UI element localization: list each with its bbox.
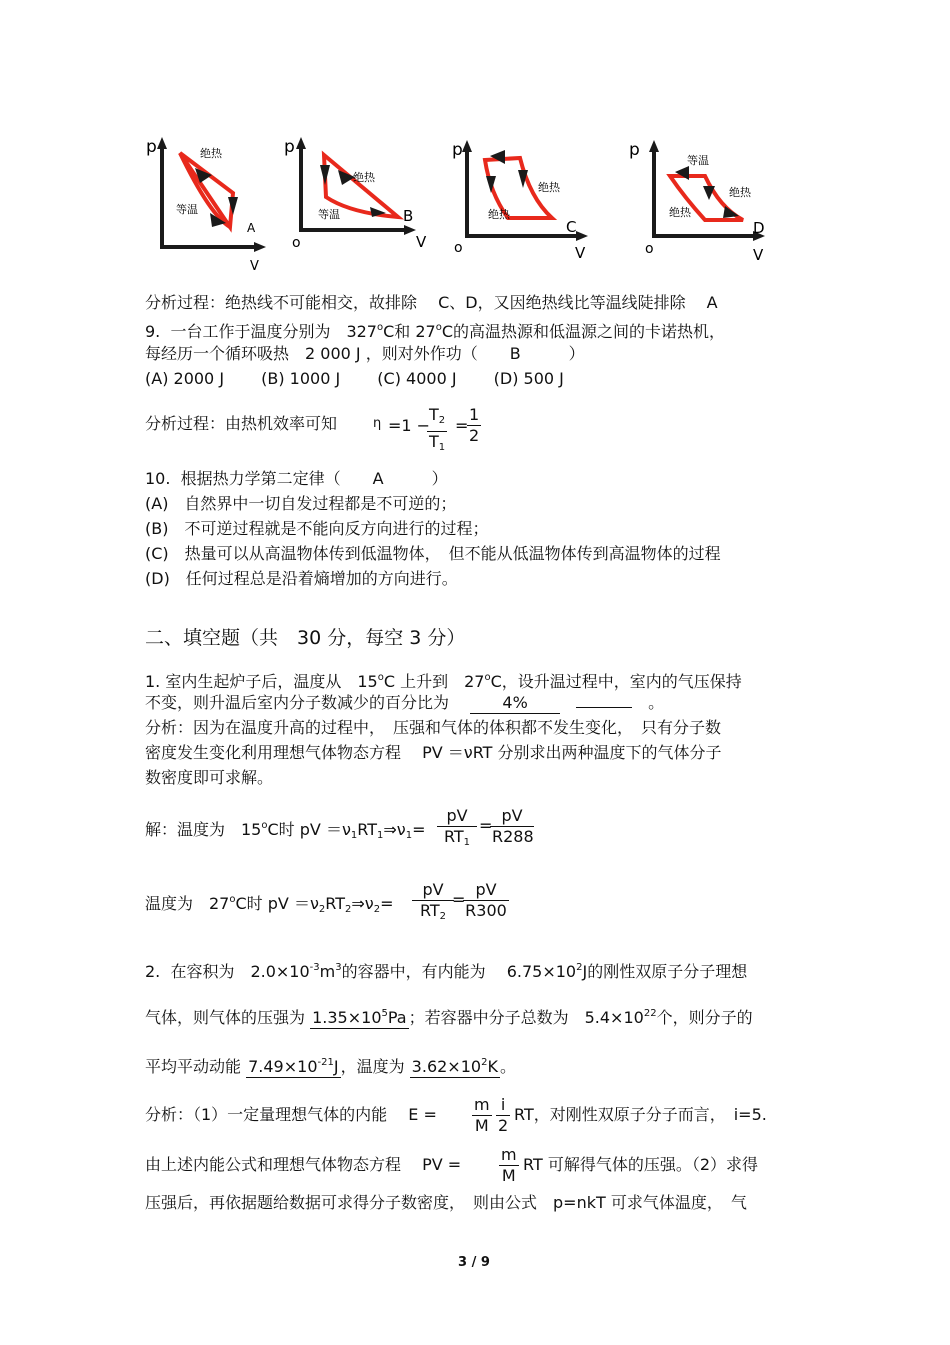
axis-p-label: p (452, 140, 463, 160)
label-isothermal: 等温 (318, 208, 340, 221)
fraction-t2-t1: $\frac{T_2}{T_1}$ (429, 405, 446, 453)
axis-v-label: V (575, 244, 586, 262)
axis-p-label: p (629, 140, 640, 160)
eq-sign: = (455, 416, 469, 435)
pv-diagram-a (140, 135, 270, 275)
label-isothermal: 等温 (176, 203, 198, 216)
f2-stem-3: 平均平动动能 $7.49\times 10^{-21}J$ ，温度为 $3.62\times 10^2K$ 。 (145, 1053, 516, 1078)
q9-stem: 9. 一台工作于温度分别为 327$^o$C和 27$^o$C的高温热源和低温源之间的卡诺热机， (145, 322, 726, 341)
f2-analysis-2a: 由上述内能公式和理想气体物态方程 PV = (145, 1155, 462, 1174)
label-adiabatic: 绝热 (353, 171, 375, 184)
fraction-pv-r300: $\frac{pV}{R300}$ (463, 880, 509, 921)
pv-diagram-b (280, 135, 430, 260)
diagram-letter: D (753, 219, 765, 237)
f2-analysis-3: 压强后，再依据题给数据可求得分子数密度， 则由公式 p=nkT 可求气体温度， 气 (145, 1193, 747, 1212)
axis-p-label: p (146, 137, 157, 157)
f2-answer-temperature: $3.62\times 10^2K$ (410, 1053, 500, 1078)
q10-option-b: (B) 不可逆过程就是不能向反方向进行的过程； (145, 519, 489, 538)
q10-option-a: (A) 自然界中一切自发过程都是不可逆的； (145, 494, 457, 513)
f2-answer-energy: $7.49\times 10^{-21}J$ (246, 1053, 340, 1078)
label-isothermal: 等温 (687, 154, 709, 167)
q10-option-c: (C) 热量可以从高温物体传到低温物体， 但不能从低温物体传到高温物体的过程 (145, 544, 721, 563)
eta-symbol: η (373, 416, 382, 431)
q9-options: (A) 2000 J (B) 1000 J (C) 4000 J (D) 500 J (145, 369, 564, 388)
f1-solution-1: 解：温度为 15$^o$C时 pV $=\nu_1RT_1\Rightarrow\nu_1=$ (145, 820, 426, 841)
f1-solution-2: 温度为 27$^o$C时 pV $=\nu_2RT_2\Rightarrow\nu_2=$ (145, 894, 394, 915)
eq-sign: = (479, 816, 493, 835)
origin-label: o (645, 241, 654, 257)
fraction-pv-rt1: $\frac{pV}{RT_1}$ (437, 806, 477, 853)
q10-stem: 10. 根据热力学第二定律（ A ） (145, 469, 448, 488)
axis-p-label: p (284, 137, 295, 157)
diagram-letter: A (247, 221, 256, 235)
f1-stem-line2: 不变，则升温后室内分子数减少的百分比为 4% 。 (145, 693, 665, 712)
diagram-letter: C (566, 218, 577, 236)
f1-answer: 4% (470, 693, 560, 714)
axis-v-label: V (753, 246, 764, 263)
label-adiabatic-2: 绝热 (669, 206, 691, 219)
label-adiabatic: 绝热 (200, 147, 222, 160)
fraction-pv-r288: $\frac{pV}{R288}$ (492, 806, 534, 846)
section-heading: 二、填空题（共 30 分，每空 3 分） (145, 627, 466, 649)
fraction-m-M: $\frac{m}{M}$ (474, 1095, 490, 1135)
axis-v-label: V (250, 259, 259, 274)
label-adiabatic: 绝热 (729, 186, 751, 199)
q9-stem-line2: 每经历一个循环吸热 2 000 J ，则对外作功（ B ） (145, 344, 585, 363)
f2-answer-pressure: $1.35\times 10^5Pa$ (310, 1004, 409, 1029)
q10-option-d: (D) 任何过程总是沿着熵增加的方向进行。 (145, 569, 458, 588)
f2-analysis-1b: RT，对刚性双原子分子而言， i=5. (514, 1105, 767, 1124)
origin-label: o (454, 240, 463, 256)
axis-v-label: V (416, 233, 427, 251)
label-adiabatic-2: 绝热 (488, 208, 510, 221)
f1-analysis-1: 分析：因为在温度升高的过程中， 压强和气体的体积都不发生变化， 只有分子数 (145, 718, 722, 737)
f2-analysis-1a: 分析：（1）一定量理想气体的内能 E = (145, 1105, 437, 1124)
origin-label: o (292, 235, 301, 251)
pv-diagram-c (450, 138, 600, 263)
diagram-letter: B (403, 207, 414, 225)
eq-sign: = (452, 890, 466, 909)
page-number: 3 / 9 (458, 1255, 490, 1270)
f2-stem-2: 气体，则气体的压强为 $1.35\times 10^5Pa$ ；若容器中分子总数为 $5.4\times 10^{22}$个，则分子的 (145, 1004, 753, 1029)
label-adiabatic: 绝热 (538, 181, 560, 194)
f2-analysis-2b: RT 可解得气体的压强。（2）求得 (523, 1155, 758, 1174)
f2-stem-1: 2. 在容积为 $2.0\times 10^{-3}m^3$的容器中，有内能为 $6.75\times 10^2J$的刚性双原子分子理想 (145, 962, 748, 981)
pv-diagram-d (625, 138, 775, 263)
fraction-m-M-2: $\frac{m}{M}$ (501, 1145, 517, 1185)
f1-stem: 1. 室内生起炉子后，温度从 15$^o$C 上升到 27$^o$C，设升温过程中，室内的气压保持 (145, 672, 742, 691)
f1-analysis-3: 数密度即可求解。 (145, 768, 274, 787)
eq-1-minus: =1 − (388, 416, 431, 435)
fraction-half: $\frac{1}{2}$ (469, 405, 480, 445)
fraction-i-2: $\frac{i}{2}$ (498, 1095, 509, 1135)
q9-analysis: 分析过程：由热机效率可知 (145, 414, 338, 433)
fraction-pv-rt2: $\frac{pV}{RT_2}$ (412, 880, 454, 927)
f1-analysis-2: 密度发生变化利用理想气体物态方程 PV ＝νRT 分别求出两种温度下的气体分子 (145, 743, 722, 762)
q8-analysis: 分析过程：绝热线不可能相交，故排除 C、D，又因绝热线比等温线陡排除 A (145, 293, 718, 312)
